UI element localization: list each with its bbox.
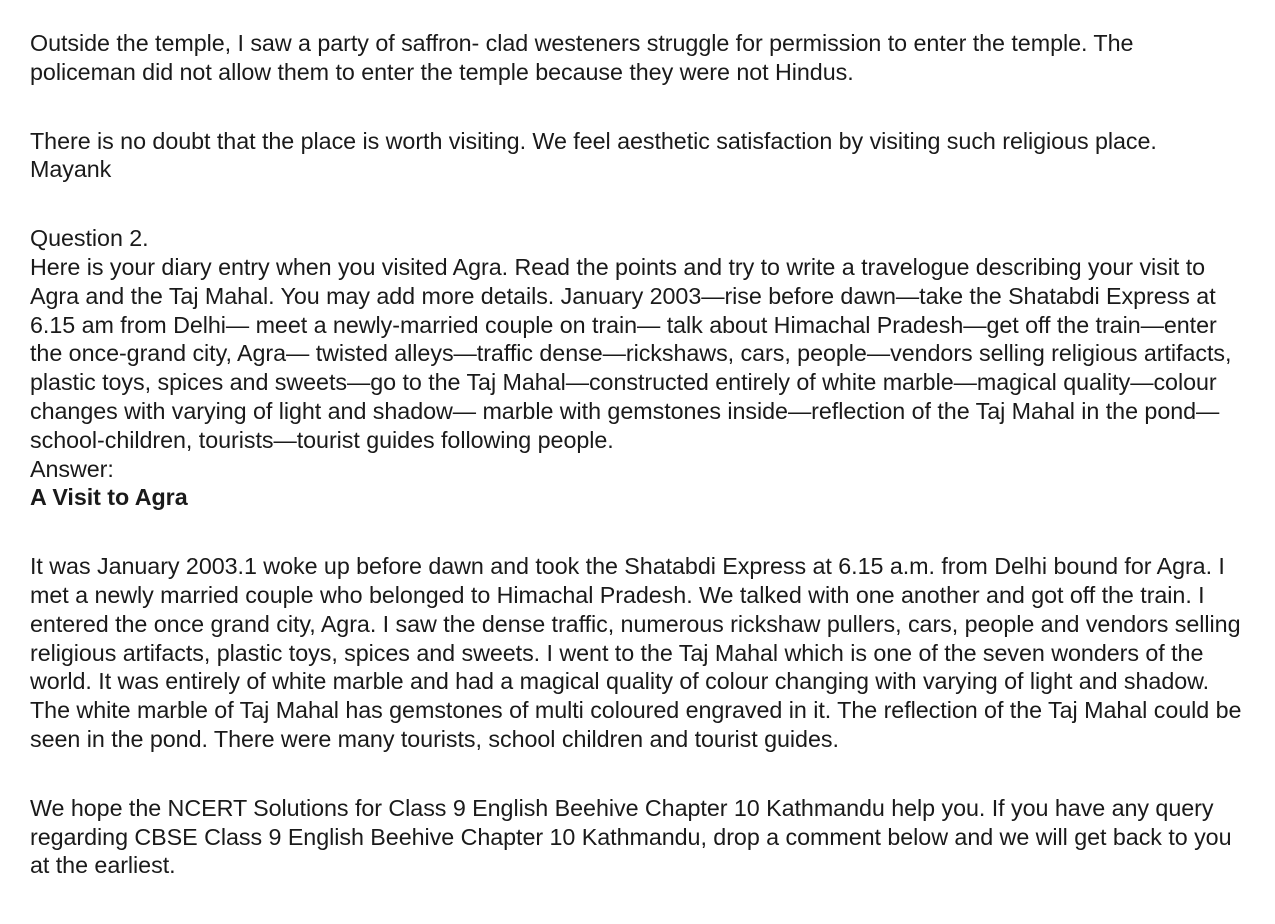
question-label: Question 2. bbox=[30, 225, 149, 252]
closing-block bbox=[30, 127, 1245, 185]
answer-label: Answer: bbox=[30, 455, 114, 482]
signature: Mayank bbox=[30, 156, 112, 183]
paragraph-temple-visit: Outside the temple, I saw a party of saffron- clad westeners struggle for permission to enter the temple. The policeman did not allow them to enter the temple because they were not Hindus. bbox=[30, 30, 1134, 85]
question-block bbox=[30, 224, 1245, 512]
answer-body: It was January 2003.1 woke up before dawn and took the Shatabdi Express at 6.15 a.m. from Delhi bound for Agra. I met a newly married couple who belonged to Himachal Pradesh. We talked with one another and got off the train. I entered the once grand city, Agra. I saw the dense traffic, numerous rickshaw pullers, cars, people and vendors selling religious artifacts, plastic toys, spices and sweets. I went to the Taj Mahal which is one of the seven wonders of the world. It was entirely of white marble and had a magical quality of colour changing with varying of light and shadow. The white marble of Taj Mahal has gemstones of multi coloured engraved in it. The reflection of the Taj Mahal could be seen in the pond. There were many tourists, school children and tourist guides. bbox=[30, 553, 1242, 752]
footer-note: We hope the NCERT Solutions for Class 9 English Beehive Chapter 10 Kathmandu help you. If you have any query regarding CBSE Class 9 English Beehive Chapter 10 Kathmandu, drop a comment below and we will get back to you at the earliest. bbox=[30, 794, 1232, 879]
answer-title: A Visit to Agra bbox=[30, 484, 188, 511]
paragraph-worth-visiting: There is no doubt that the place is worth visiting. We feel aesthetic satisfaction by visiting such religious place. bbox=[30, 127, 1157, 154]
question-text: Here is your diary entry when you visited Agra. Read the points and try to write a travelogue describing your visit to Agra and the Taj Mahal. You may add more details. January 2003—rise before dawn—take the Shatabdi Express at 6.15 am from Delhi— meet a newly-married couple on train— talk about Himachal Pradesh—get off the train—enter the once-grand city, Agra— twisted alleys—traffic dense—rickshaws, cars, people—vendors selling religious artifacts, plastic toys, spices and sweets—go to the Taj Mahal—constructed entirely of white marble—magical quality—colour changes with varying of light and shadow— marble with gemstones inside—reflection of the Taj Mahal in the pond—school-children, tourists—tourist guides following people. bbox=[30, 253, 1232, 453]
